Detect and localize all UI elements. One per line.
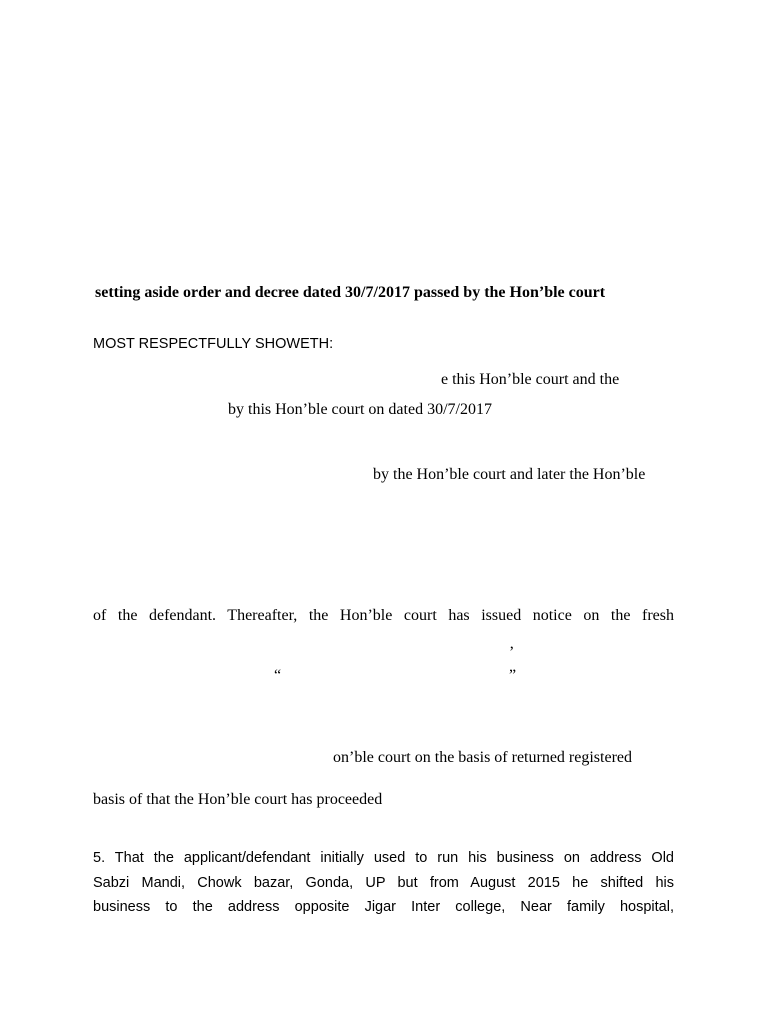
paragraph-line: business to the address opposite Jigar Inter college, Near family hospital, [93,899,674,915]
text-fragment: basis of that the Hon’ble court has proceeded [93,791,383,808]
text-fragment: by this Hon’ble court on dated 30/7/2017 [228,401,492,418]
punctuation-mark: “ [274,667,282,684]
salutation: MOST RESPECTFULLY SHOWETH: [93,336,334,352]
paragraph-line: Sabzi Mandi, Chowk bazar, Gonda, UP but from August 2015 he shifted his [93,874,674,891]
paragraph-5 [93,846,674,920]
punctuation-mark: ” [509,667,517,684]
text-fragment: by the Hon’ble court and later the Hon’ble [373,466,646,483]
paragraph-line: 5. That the applicant/defendant initially used to run his business on address Old [93,850,674,866]
punctuation-mark: ’ [509,644,515,661]
text-fragment: e this Hon’ble court and the [441,371,620,388]
text-fragment: on’ble court on the basis of returned registered [333,749,633,766]
text-line: of the defendant. Thereafter, the Hon’ble court has issued notice on the fresh [93,607,674,624]
document-heading: setting aside order and decree dated 30/7/2017 passed by the Hon’ble court [95,284,606,301]
